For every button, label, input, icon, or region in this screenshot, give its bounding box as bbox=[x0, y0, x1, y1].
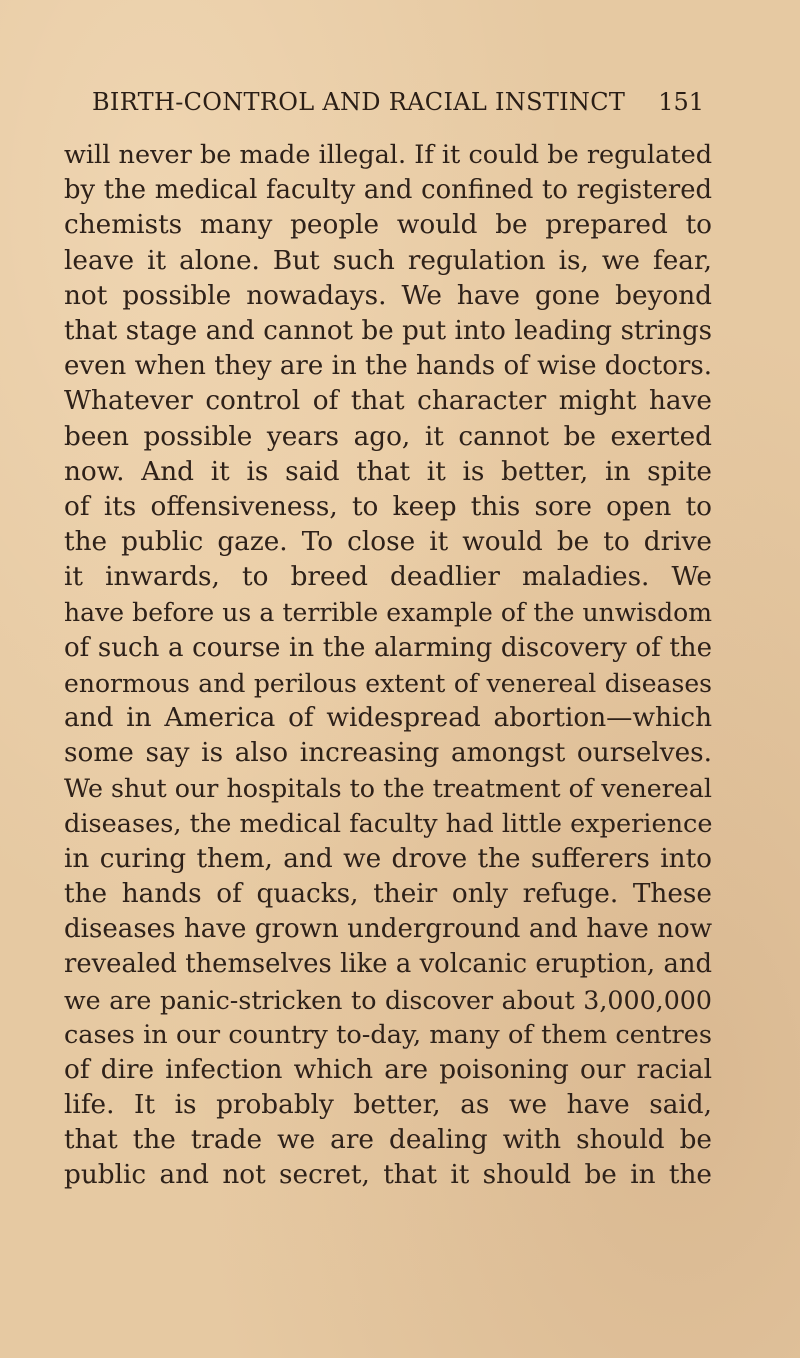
text-line: not possible nowadays. We have gone beyond bbox=[64, 280, 712, 311]
text-line: revealed themselves like a volcanic eruption, and bbox=[64, 949, 712, 980]
text-line: diseases, the medical faculty had little experience bbox=[64, 808, 713, 839]
text-line: the public gaze. To close it would be to drive bbox=[64, 527, 712, 558]
text-line: by the medical faculty and confined to registered bbox=[64, 175, 712, 206]
page-number: 151 bbox=[658, 88, 704, 116]
text-line: enormous and perilous extent of venereal diseases bbox=[64, 668, 712, 698]
text-line: of such a course in the alarming discovery of the bbox=[64, 632, 712, 663]
text-line: life. It is probably better, as we have said, bbox=[64, 1090, 712, 1121]
text-line: it inwards, to breed deadlier maladies. We bbox=[64, 562, 712, 593]
text-line: we are panic-stricken to discover about 3,000,000 bbox=[64, 985, 712, 1015]
text-line: have before us a terrible example of the unwisdom bbox=[64, 598, 712, 628]
text-line: that the trade we are dealing with should be bbox=[64, 1125, 712, 1156]
text-line: cases in our country to-day, many of them centres bbox=[64, 1019, 712, 1050]
text-line: even when they are in the hands of wise doctors. bbox=[64, 351, 712, 382]
text-line: We shut our hospitals to the treatment of venereal bbox=[64, 774, 712, 804]
text-line: the hands of quacks, their only refuge. These bbox=[64, 878, 712, 909]
running-title: BIRTH-CONTROL AND RACIAL INSTINCT bbox=[92, 88, 626, 116]
text-line: of its offensiveness, to keep this sore open to bbox=[64, 491, 712, 522]
text-line: in curing them, and we drove the sufferers into bbox=[64, 843, 712, 874]
running-head bbox=[92, 88, 712, 128]
text-line: public and not secret, that it should be in the bbox=[64, 1160, 712, 1191]
text-line: and in America of widespread abortion—which bbox=[64, 703, 712, 733]
text-line: leave it alone. But such regulation is, we fear, bbox=[64, 245, 712, 276]
text-line: diseases have grown underground and have now bbox=[64, 914, 712, 945]
text-line: now. And it is said that it is better, in spite bbox=[64, 456, 712, 487]
body-text bbox=[64, 138, 712, 1194]
text-line: of dire infection which are poisoning our racial bbox=[64, 1054, 712, 1085]
text-line: some say is also increasing amongst ourselves. bbox=[64, 738, 712, 769]
text-line: chemists many people would be prepared to bbox=[64, 210, 712, 241]
text-line: that stage and cannot be put into leading strings bbox=[64, 315, 712, 346]
text-line: will never be made illegal. If it could be regulated bbox=[64, 140, 713, 170]
text-line: Whatever control of that character might have bbox=[64, 386, 712, 417]
text-line: been possible years ago, it cannot be exerted bbox=[64, 421, 712, 452]
